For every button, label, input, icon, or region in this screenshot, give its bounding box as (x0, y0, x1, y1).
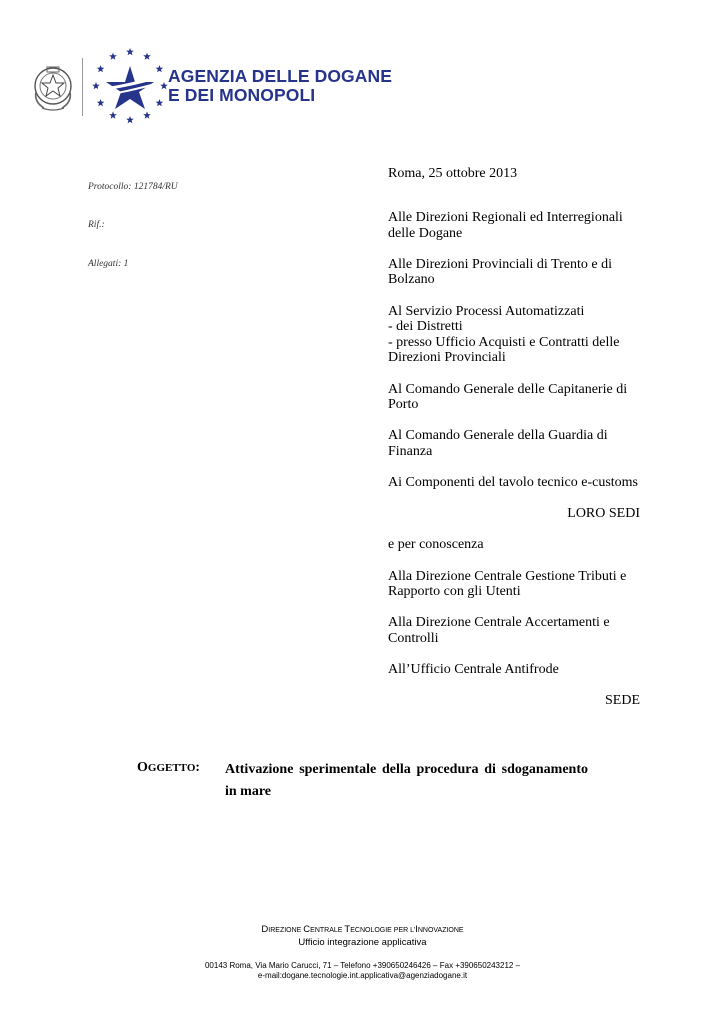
recipient-line: All’Ufficio Centrale Antifrode (388, 662, 559, 678)
recipient-block (388, 428, 640, 459)
recipient-block (388, 506, 640, 522)
republic-emblem-icon (30, 62, 76, 114)
logo-ring-star (97, 99, 105, 106)
logo-ring-star (156, 65, 164, 72)
recipient-list (388, 210, 640, 725)
footer-directorate-part: T (344, 924, 351, 935)
recipient-line: Rapporto con gli Utenti (388, 584, 521, 600)
recipient-line: Controlli (388, 631, 439, 647)
recipient-line: Alla Direzione Centrale Accertamenti e (388, 615, 610, 631)
recipient-line: delle Dogane (388, 225, 463, 241)
recipient-line: LORO SEDI (567, 506, 640, 522)
recipient-line: Direzioni Provinciali (388, 350, 506, 366)
recipient-line: Al Servizio Processi Automatizzati (388, 303, 585, 319)
footer-directorate-part: C (303, 924, 311, 935)
recipient-block (388, 210, 640, 241)
recipient-block (388, 475, 640, 491)
footer-directorate-part: D (261, 924, 269, 935)
recipient-line: Finanza (388, 443, 433, 459)
recipient-block (388, 615, 640, 646)
recipient-block (388, 693, 640, 709)
logo-ring-star (156, 99, 164, 106)
recipient-line: - dei Distretti (388, 319, 463, 335)
recipient-line: Al Comando Generale delle Capitanerie di (388, 381, 628, 397)
logo-ring-star (143, 53, 151, 60)
subject-label-initial: O (137, 760, 148, 775)
subject-label-colon: : (195, 759, 200, 774)
recipient-line: Alla Direzione Centrale Gestione Tributi e (388, 568, 627, 584)
page-footer (0, 924, 725, 981)
logo-ring-star (126, 48, 134, 55)
recipient-line: SEDE (605, 693, 640, 709)
logo-ring-star (143, 111, 151, 118)
header-divider (82, 58, 83, 116)
protocol-number: Protocollo: 121784/RU (88, 182, 178, 192)
logo-ring-star (126, 116, 134, 123)
footer-office: Ufficio integrazione applicativa (298, 937, 427, 948)
logo-ring-star (97, 65, 105, 72)
footer-directorate-part: NNOVAZIONE (417, 927, 464, 934)
footer-email: e-mail:dogane.tecnologie.int.applicativa@agenziadogane.it (257, 971, 468, 980)
logo-ring-star (92, 82, 100, 89)
recipient-block (388, 257, 640, 288)
footer-directorate-part: I (415, 924, 418, 935)
subject-label-rest: GGETTO (147, 762, 196, 774)
footer-directorate-part: IREZIONE (268, 927, 304, 934)
recipient-block (388, 537, 640, 553)
footer-directorate (0, 924, 725, 937)
agency-star-logo-icon (88, 46, 170, 126)
recipient-line: Alle Direzioni Regionali ed Interregionali (388, 210, 623, 225)
recipient-line: - presso Ufficio Acquisti e Contratti delle (388, 334, 620, 350)
logo-ring-star (109, 111, 117, 118)
footer-directorate-part: ENTRALE (310, 927, 345, 934)
recipient-block (388, 569, 640, 600)
footer-directorate-part: ECNOLOGIE PER L’ (350, 927, 416, 934)
subject-label (137, 759, 200, 776)
recipient-line: Alle Direzioni Provinciali di Trento e di (388, 256, 612, 272)
agency-name-line2: E DEI MONOPOLI (168, 85, 316, 105)
subject-text: Attivazione sperimentale della procedura di sdoganamento in mare (225, 762, 588, 799)
recipient-line: Porto (388, 397, 419, 413)
recipient-block (388, 662, 640, 678)
recipient-line: Bolzano (388, 272, 435, 288)
agency-name-line1: AGENZIA DELLE DOGANE (168, 66, 392, 86)
recipient-block (388, 382, 640, 413)
recipient-block (388, 304, 640, 366)
footer-address: 00143 Roma, Via Mario Carucci, 71 – Telefono +390650246426 – Fax +390650243212 – (204, 961, 521, 970)
recipient-line: Al Comando Generale della Guardia di (388, 428, 608, 444)
letter-date: Roma, 25 ottobre 2013 (388, 166, 518, 181)
recipient-line: e per conoscenza (388, 537, 484, 553)
recipient-line: Ai Componenti del tavolo tecnico e-customs (388, 475, 639, 491)
attachments-count: Allegati: 1 (88, 259, 129, 269)
reference-label: Rif.: (88, 220, 105, 230)
logo-ring-star (109, 53, 117, 60)
